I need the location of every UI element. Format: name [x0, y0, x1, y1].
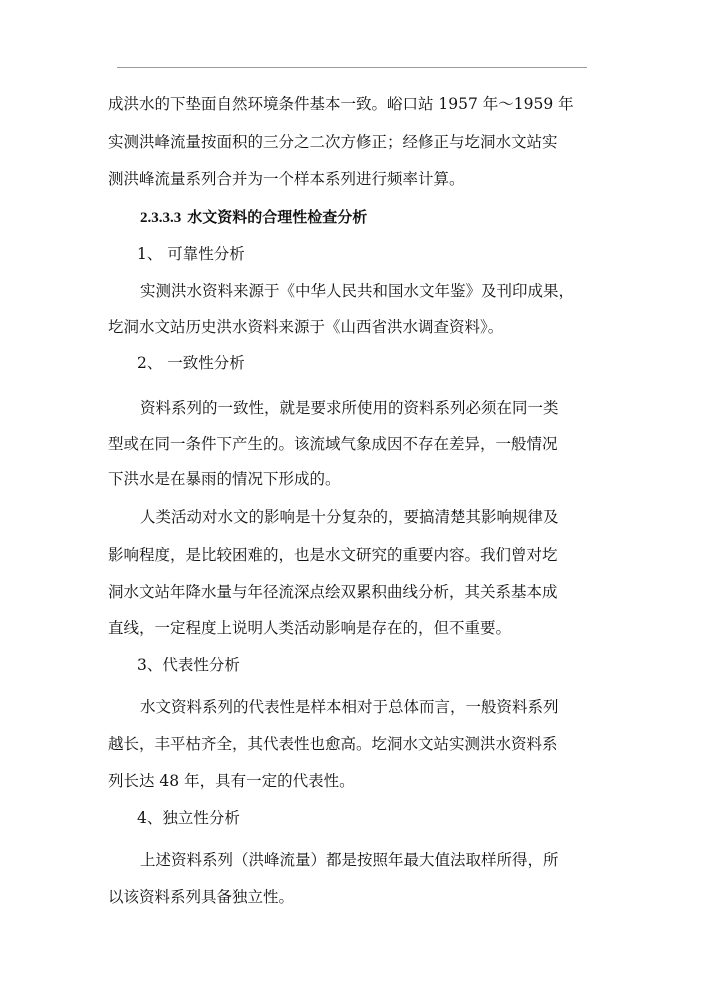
body-line: 成洪水的下垫面自然环境条件基本一致。峪口站 1957 年～1959 年: [108, 95, 574, 113]
section-heading: [140, 207, 367, 228]
body-line: 实测洪峰流量按面积的三分之二次方修正；经修正与圪洞水文站实: [108, 133, 558, 151]
subheading-independence: 4、独立性分析: [137, 809, 240, 827]
body-line: 水文资料系列的代表性是样本相对于总体而言，一般资料系列: [140, 698, 559, 716]
body-line: 直线，一定程度上说明人类活动影响是存在的，但不重要。: [108, 619, 512, 637]
body-line: 下洪水是在暴雨的情况下形成的。: [108, 470, 341, 488]
body-line: 洞水文站年降水量与年径流深点绘双累积曲线分析，其关系基本成: [108, 583, 558, 601]
body-line: 越长，丰平枯齐全，其代表性也愈高。圪洞水文站实测洪水资料系: [108, 735, 558, 753]
body-line: 人类活动对水文的影响是十分复杂的，要搞清楚其影响规律及: [140, 508, 559, 526]
body-line: 以该资料系列具备独立性。: [108, 888, 295, 906]
header-rule: [117, 67, 587, 68]
body-line: 测洪峰流量系列合并为一个样本系列进行频率计算。: [108, 170, 465, 188]
subheading-reliability: 1、 可靠性分析: [137, 245, 245, 263]
body-line: 资料系列的一致性，就是要求所使用的资料系列必须在同一类: [140, 399, 559, 417]
subheading-representativeness: 3、代表性分析: [137, 656, 240, 674]
body-line: 上述资料系列（洪峰流量）都是按照年最大值法取样所得，所: [140, 851, 559, 869]
section-title: 水文资料的合理性检查分析: [187, 208, 368, 226]
body-line: 影响程度，是比较困难的，也是水文研究的重要内容。我们曾对圪: [108, 546, 558, 564]
section-number: 2.3.3.3: [140, 210, 182, 226]
body-line: 实测洪水资料来源于《中华人民共和国水文年鉴》及刊印成果，: [140, 282, 575, 300]
body-line: 列长达 48 年，具有一定的代表性。: [108, 772, 355, 790]
subheading-consistency: 2、 一致性分析: [137, 354, 245, 372]
body-line: 型或在同一条件下产生的。该流域气象成因不存在差异，一般情况: [108, 435, 558, 453]
body-line: 圪洞水文站历史洪水资料来源于《山西省洪水调查资料》。: [108, 318, 504, 336]
